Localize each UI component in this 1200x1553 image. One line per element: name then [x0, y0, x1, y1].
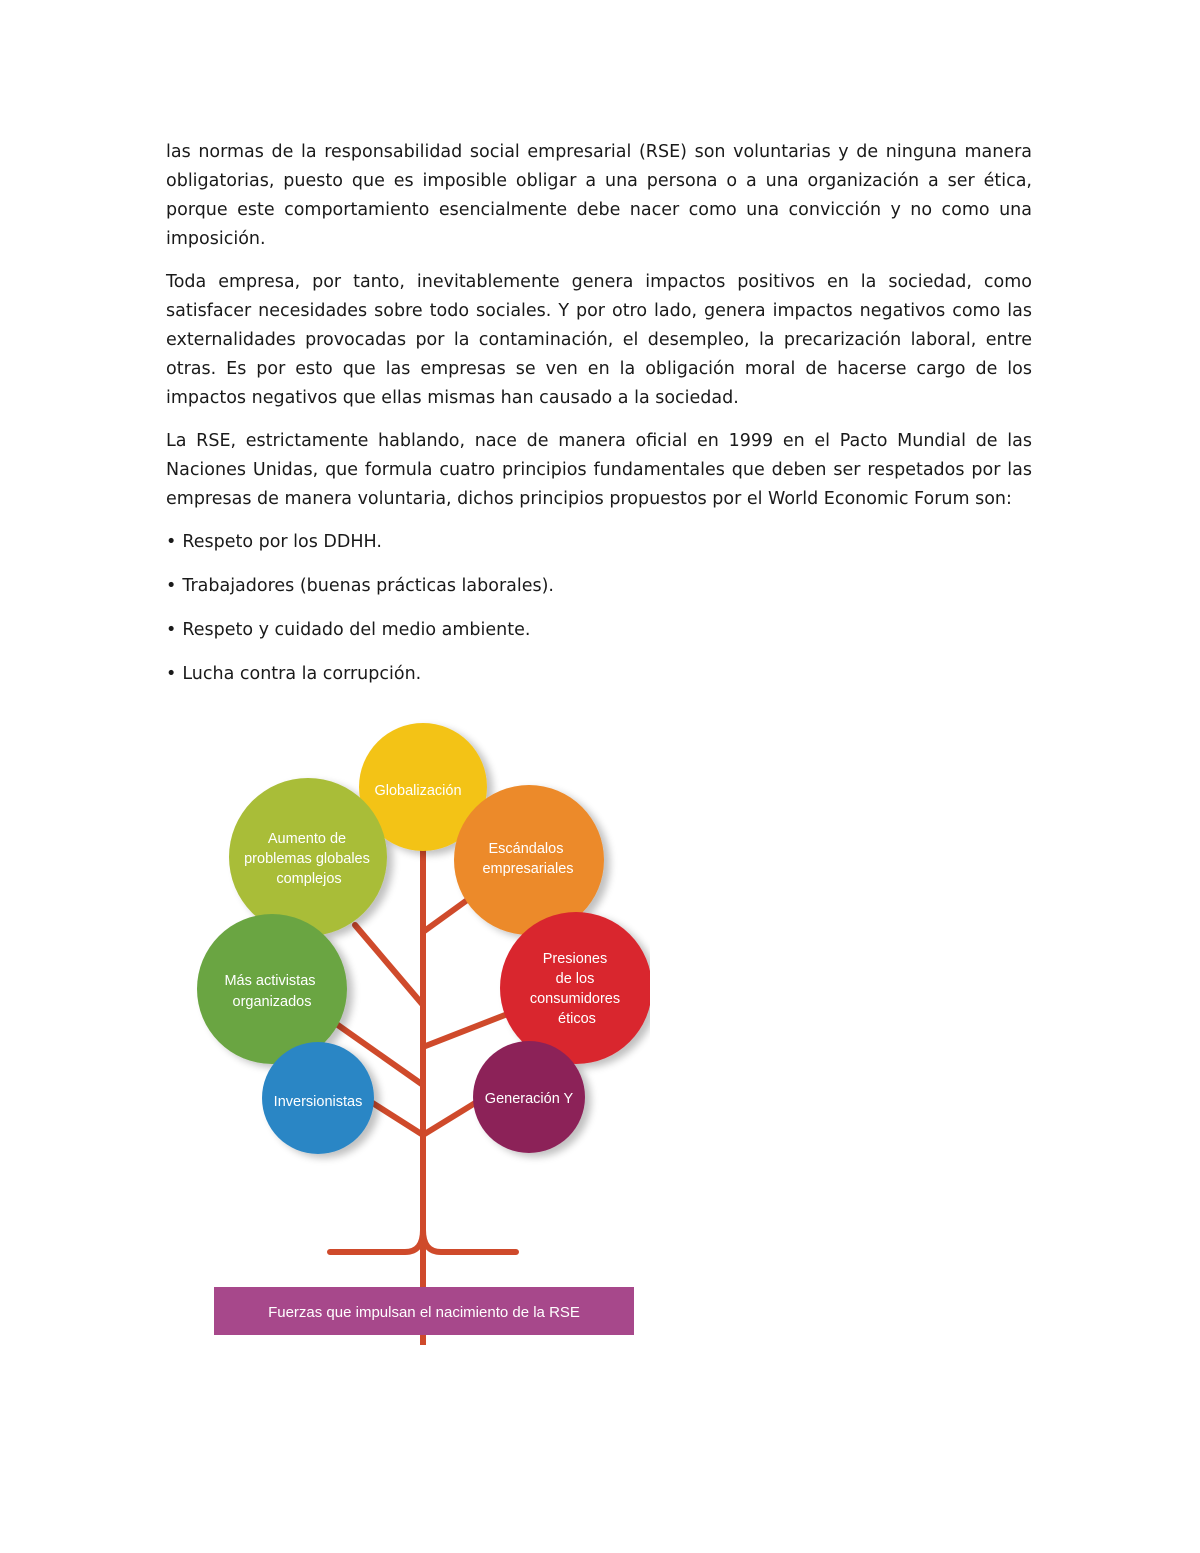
- label-aumento: Aumento de problemas globales complejos: [244, 831, 370, 887]
- bullet-text: Lucha contra la corrupción.: [182, 664, 422, 684]
- label-activistas: Más activistas organizados: [224, 973, 316, 1010]
- paragraph-1: las normas de la responsabilidad social empresarial (RSE) son voluntarias y de ninguna manera obligatorias, puesto que es imposible obligar a una persona o a una organización a ser ética, porque este comportamiento esencialmente debe nacer como una convicción y no como una imposición.: [166, 142, 1032, 249]
- bullet-text: Trabajadores (buenas prácticas laborales).: [182, 576, 554, 596]
- rse-tree-diagram: [180, 715, 650, 1345]
- paragraph-2: Toda empresa, por tanto, inevitablemente genera impactos positivos en la sociedad, como satisfacer necesidades sobre todo sociales. Y por otro lado, genera impactos negativos como las externalidades provocadas por la contaminación, el desempleo, la precarización laboral, entre otras. Es por esto que las empresas se ven en la obligación moral de hacerse cargo de los impactos negativos que ellas mismas han causado a la sociedad.: [166, 272, 1032, 408]
- bullet-text: Respeto por los DDHH.: [182, 532, 382, 552]
- label-generacion: Generación Y: [484, 1091, 574, 1107]
- bullet-item: [166, 616, 1032, 645]
- circle-presiones: [500, 912, 650, 1064]
- bullet-icon: •: [166, 532, 177, 552]
- bullet-text: Respeto y cuidado del medio ambiente.: [182, 620, 531, 640]
- bullet-icon: •: [166, 664, 177, 684]
- figure-caption: Fuerzas que impulsan el nacimiento de la RSE: [268, 1304, 580, 1321]
- bullet-icon: •: [166, 620, 177, 640]
- branch-escandalos: [423, 898, 470, 932]
- bullet-item: [166, 528, 1032, 557]
- root-left: [330, 1230, 423, 1252]
- bullet-icon: •: [166, 576, 177, 596]
- paragraph-3: La RSE, estrictamente hablando, nace de manera oficial en 1999 en el Pacto Mundial de las Naciones Unidas, que formula cuatro principios fundamentales que deben ser respetados por las empresas de manera voluntaria, dichos principios propuestos por el World Economic Forum son:: [166, 431, 1032, 509]
- label-escandalos: Escándalos empresariales: [482, 841, 574, 877]
- label-presiones: Presiones de los consumidores éticos: [529, 951, 621, 1027]
- circle-activistas: [197, 914, 347, 1064]
- bullet-item: [166, 572, 1032, 601]
- document-body: [166, 138, 1032, 704]
- label-inversionistas: Inversionistas: [273, 1094, 363, 1110]
- root-right: [423, 1230, 516, 1252]
- rse-tree-figure: [180, 715, 650, 1345]
- bullet-item: [166, 660, 1032, 689]
- branch-generacion: [423, 1100, 480, 1135]
- branch-presiones: [423, 1015, 505, 1047]
- label-globalizacion: Globalización: [374, 783, 462, 799]
- branch-aumento: [355, 925, 423, 1005]
